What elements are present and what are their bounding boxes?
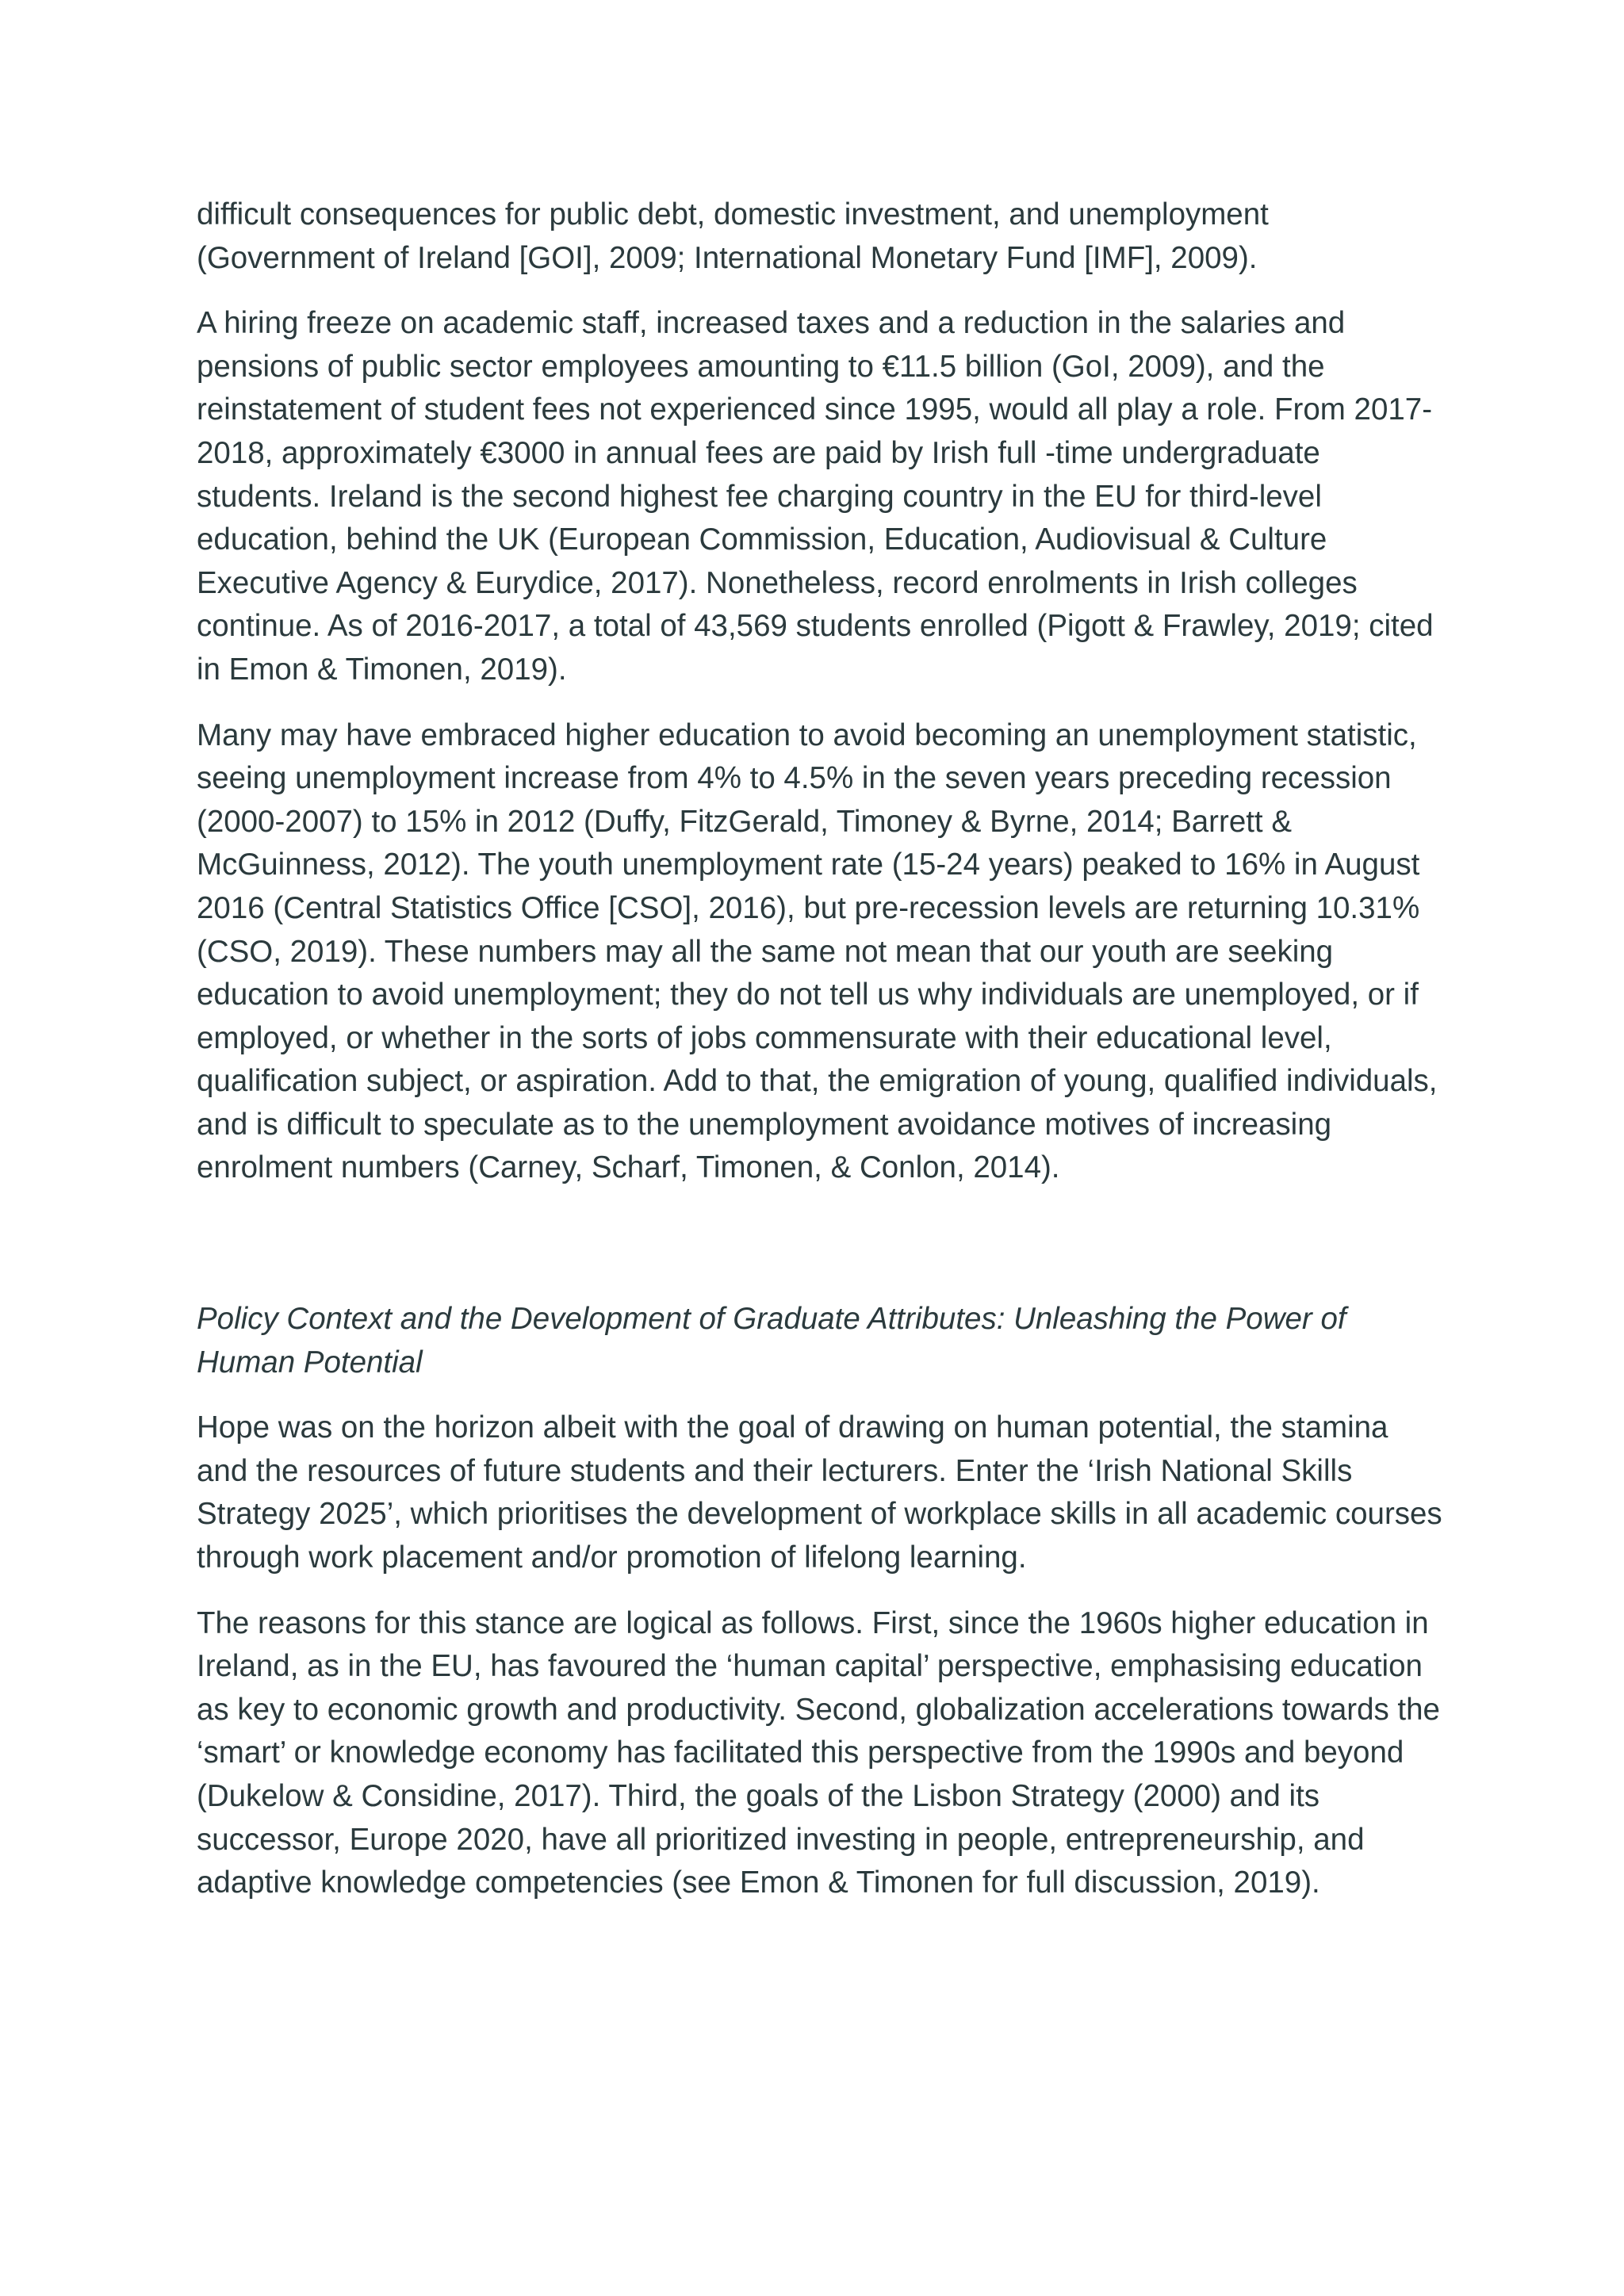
section-paragraph-2: The reasons for this stance are logical as follows. First, since the 1960s higher education in Ireland, as in the EU, has favoured the ‘human capital’ perspective, emphasising education as key to economic growth and productivity. Second, globalization accelerations towards the ‘smart’ or knowledge economy has facilitated this perspective from the 1990s and beyond (Dukelow & Considine, 2017). Third, the goals of the Lisbon Strategy (2000) and its successor, Europe 2020, have all prioritized investing in people, entrepreneurship, and adaptive knowledge competencies (see Emon & Timonen for full discussion, 2019). <box>197 1605 1440 1900</box>
document-body <box>197 193 1446 1905</box>
section-heading: Policy Context and the Development of Graduate Attributes: Unleashing the Power of Human Potential <box>197 1302 1346 1380</box>
paragraph-1: difficult consequences for public debt, domestic investment, and unemployment (Government of Ireland [GOI], 2009; International Monetary Fund [IMF], 2009). <box>197 197 1269 275</box>
section-paragraph-1: Hope was on the horizon albeit with the goal of drawing on human potential, the stamina and the resources of future students and their lecturers. Enter the ‘Irish National Skills Strategy 2025’, which prioritises the development of workplace skills in all academic courses through work placement and/or promotion of lifelong learning. <box>197 1410 1442 1575</box>
paragraph-3: Many may have embraced higher education to avoid becoming an unemployment statistic, seeing unemployment increase from 4% to 4.5% in the seven years preceding recession (2000-2007) to 15% in 2012 (Duffy, FitzGerald, Timoney & Byrne, 2014; Barrett & McGuinness, 2012). The youth unemployment rate (15-24 years) peaked to 16% in August 2016 (Central Statistics Office [CSO], 2016), but pre-recession levels are returning 10.31% (CSO, 2019). These numbers may all the same not mean that our youth are seeking education to avoid unemployment; they do not tell us why individuals are unemployed, or if employed, or whether in the sorts of jobs commensurate with their educational level, qualification subject, or aspiration. Add to that, the emigration of young, qualified individuals, and is difficult to speculate as to the unemployment avoidance motives of increasing enrolment numbers (Carney, Scharf, Timonen, & Conlon, 2014). <box>197 718 1438 1185</box>
paragraph-2: A hiring freeze on academic staff, increased taxes and a reduction in the salaries and pensions of public sector employees amounting to €11.5 billion (GoI, 2009), and the reinstatement of student fees not experienced since 1995, would all play a role. From 2017-2018, approximately €3000 in annual fees are paid by Irish full -time undergraduate students. Ireland is the second highest fee charging country in the EU for third-level education, behind the UK (European Commission, Education, Audiovisual & Culture Executive Agency & Eurydice, 2017). Nonetheless, record enrolments in Irish colleges continue. As of 2016-2017, a total of 43,569 students enrolled (Pigott & Frawley, 2019; cited in Emon & Timonen, 2019). <box>197 306 1434 687</box>
